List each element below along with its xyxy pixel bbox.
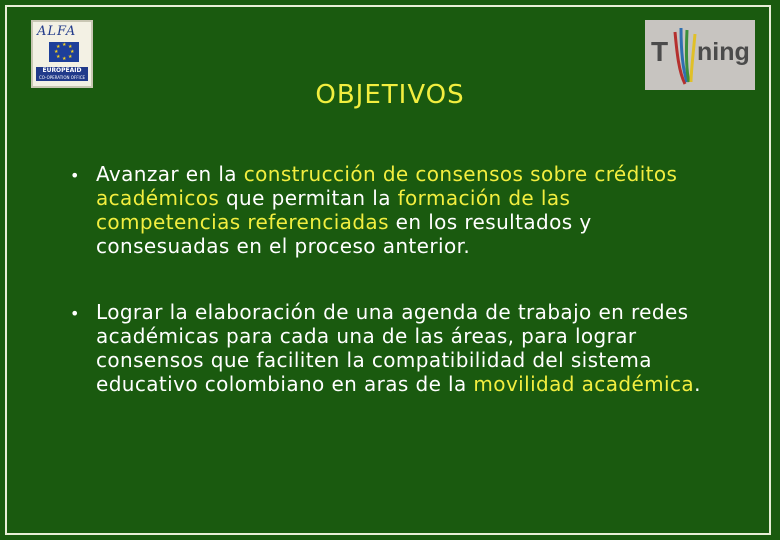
alfa-logo-word: ALFA: [37, 24, 77, 39]
bullet-1-highlight-a: construcción de consensos sobre créditos académicos: [96, 162, 678, 210]
europeaid-band: [36, 67, 88, 81]
tuning-logo-initial: T: [651, 36, 669, 67]
bullet-1-text-c: en los resultados y consesuadas en el proceso anterior.: [96, 210, 592, 258]
eu-flag-icon: ★ ★ ★ ★ ★ ★ ★ ★: [49, 42, 79, 62]
bullet-1-text-b: que permitan la: [219, 186, 398, 210]
bullet-2-highlight-a: movilidad académica: [473, 372, 695, 396]
tuning-swoosh-icon: [671, 24, 699, 86]
bullet-dot-icon: •: [70, 304, 80, 323]
bullet-list: [58, 162, 718, 396]
bullet-2-text-a: Lograr la elaboración de una agenda de trabajo en redes académicas para cada una de las áreas, para lograr consensos que faciliten la compatibilidad del sistema educativo colombiano en aras de la: [96, 300, 689, 396]
alfa-europeaid-logo: [31, 20, 93, 88]
tuning-logo-rest: ning: [697, 38, 750, 66]
bullet-dot-icon: •: [70, 166, 80, 185]
bullet-1-text-a: Avanzar en la: [96, 162, 244, 186]
slide-title: OBJETIVOS: [315, 80, 465, 110]
europeaid-sublabel: CO-OPERATION OFFICE: [38, 75, 86, 80]
bullet-item-2: [58, 300, 718, 396]
bullet-item-1: [58, 162, 718, 258]
europeaid-label: EUROPEAID: [42, 67, 82, 74]
bullet-1-highlight-b: formación de las competencias referenciadas: [96, 186, 571, 234]
bullet-2-text-b: .: [694, 372, 701, 396]
